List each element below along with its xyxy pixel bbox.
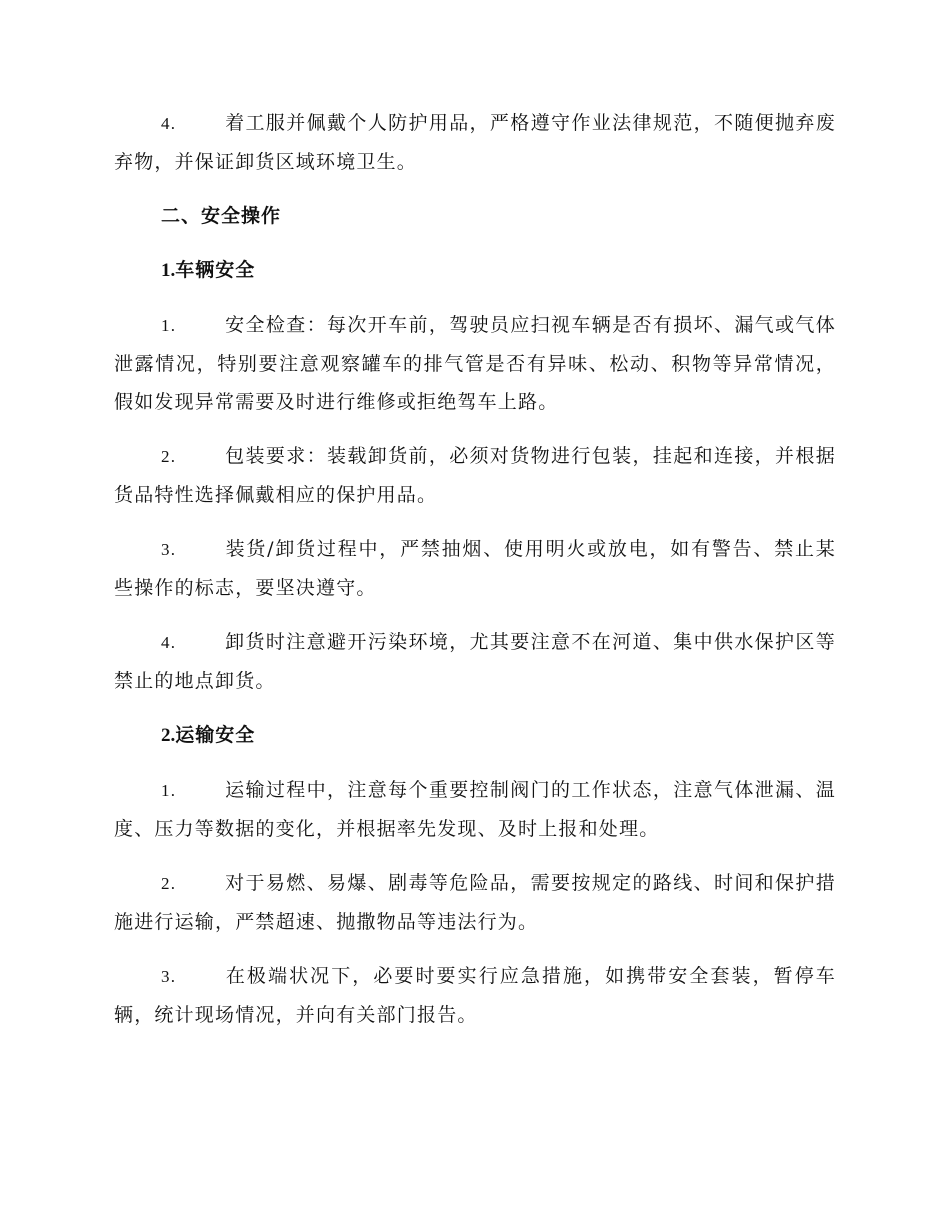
paragraph-text: 在极端状况下，必要时要实行应急措施，如携带安全套装，暂停车辆，统计现场情况，并向有关部门报告。 (114, 965, 836, 1026)
paragraph-text: 包装要求：装载卸货前，必须对货物进行包装，挂起和连接，并根据货品特性选择佩戴相应的保护用品。 (114, 445, 836, 506)
paragraph-text: 对于易燃、易爆、剧毒等危险品，需要按规定的路线、时间和保护措施进行运输，严禁超速、抛撒物品等违法行为。 (114, 872, 836, 933)
list-number: 1. (161, 316, 177, 335)
heading-text: 车辆安全 (175, 259, 256, 281)
subsection-heading-transport-safety (114, 716, 836, 755)
paragraph-item-1-safety-check (114, 306, 836, 421)
paragraph-item-3-emergency (114, 957, 836, 1034)
list-number: 4. (161, 633, 177, 652)
paragraph-item-4-unloading (114, 623, 836, 700)
list-number: 3. (161, 540, 177, 559)
paragraph-text: 卸货时注意避开污染环境，尤其要注意不在河道、集中供水保护区等禁止的地点卸货。 (114, 631, 836, 692)
list-number: 2. (161, 447, 177, 466)
paragraph-text: 安全检查：每次开车前，驾驶员应扫视车辆是否有损坏、漏气或气体泄露情况，特别要注意观察罐车的排气管是否有异味、松动、积物等异常情况，假如发现异常需要及时进行维修或拒绝驾车上路。 (114, 314, 836, 413)
paragraph-item-4-ppe (114, 104, 836, 181)
paragraph-text: 装货/卸货过程中，严禁抽烟、使用明火或放电，如有警告、禁止某些操作的标志，要坚决遵守。 (114, 538, 836, 599)
heading-number: 1. (161, 260, 176, 281)
paragraph-text: 运输过程中，注意每个重要控制阀门的工作状态，注意气体泄漏、温度、压力等数据的变化，并根据率先发现、及时上报和处理。 (114, 779, 836, 840)
paragraph-item-3-loading (114, 530, 836, 607)
paragraph-item-2-packaging (114, 437, 836, 514)
section-heading-safe-operation (114, 197, 836, 235)
paragraph-item-2-hazmat (114, 864, 836, 941)
heading-number: 2. (161, 725, 176, 746)
heading-text: 二、安全操作 (161, 205, 282, 227)
heading-text: 运输安全 (175, 724, 256, 746)
list-number: 4. (161, 114, 177, 133)
paragraph-text: 着工服并佩戴个人防护用品，严格遵守作业法律规范，不随便抛弃废弃物，并保证卸货区域环境卫生。 (114, 112, 836, 173)
paragraph-item-1-valves (114, 771, 836, 848)
list-number: 3. (161, 967, 177, 986)
subsection-heading-vehicle-safety (114, 251, 836, 290)
list-number: 2. (161, 874, 177, 893)
list-number: 1. (161, 781, 177, 800)
